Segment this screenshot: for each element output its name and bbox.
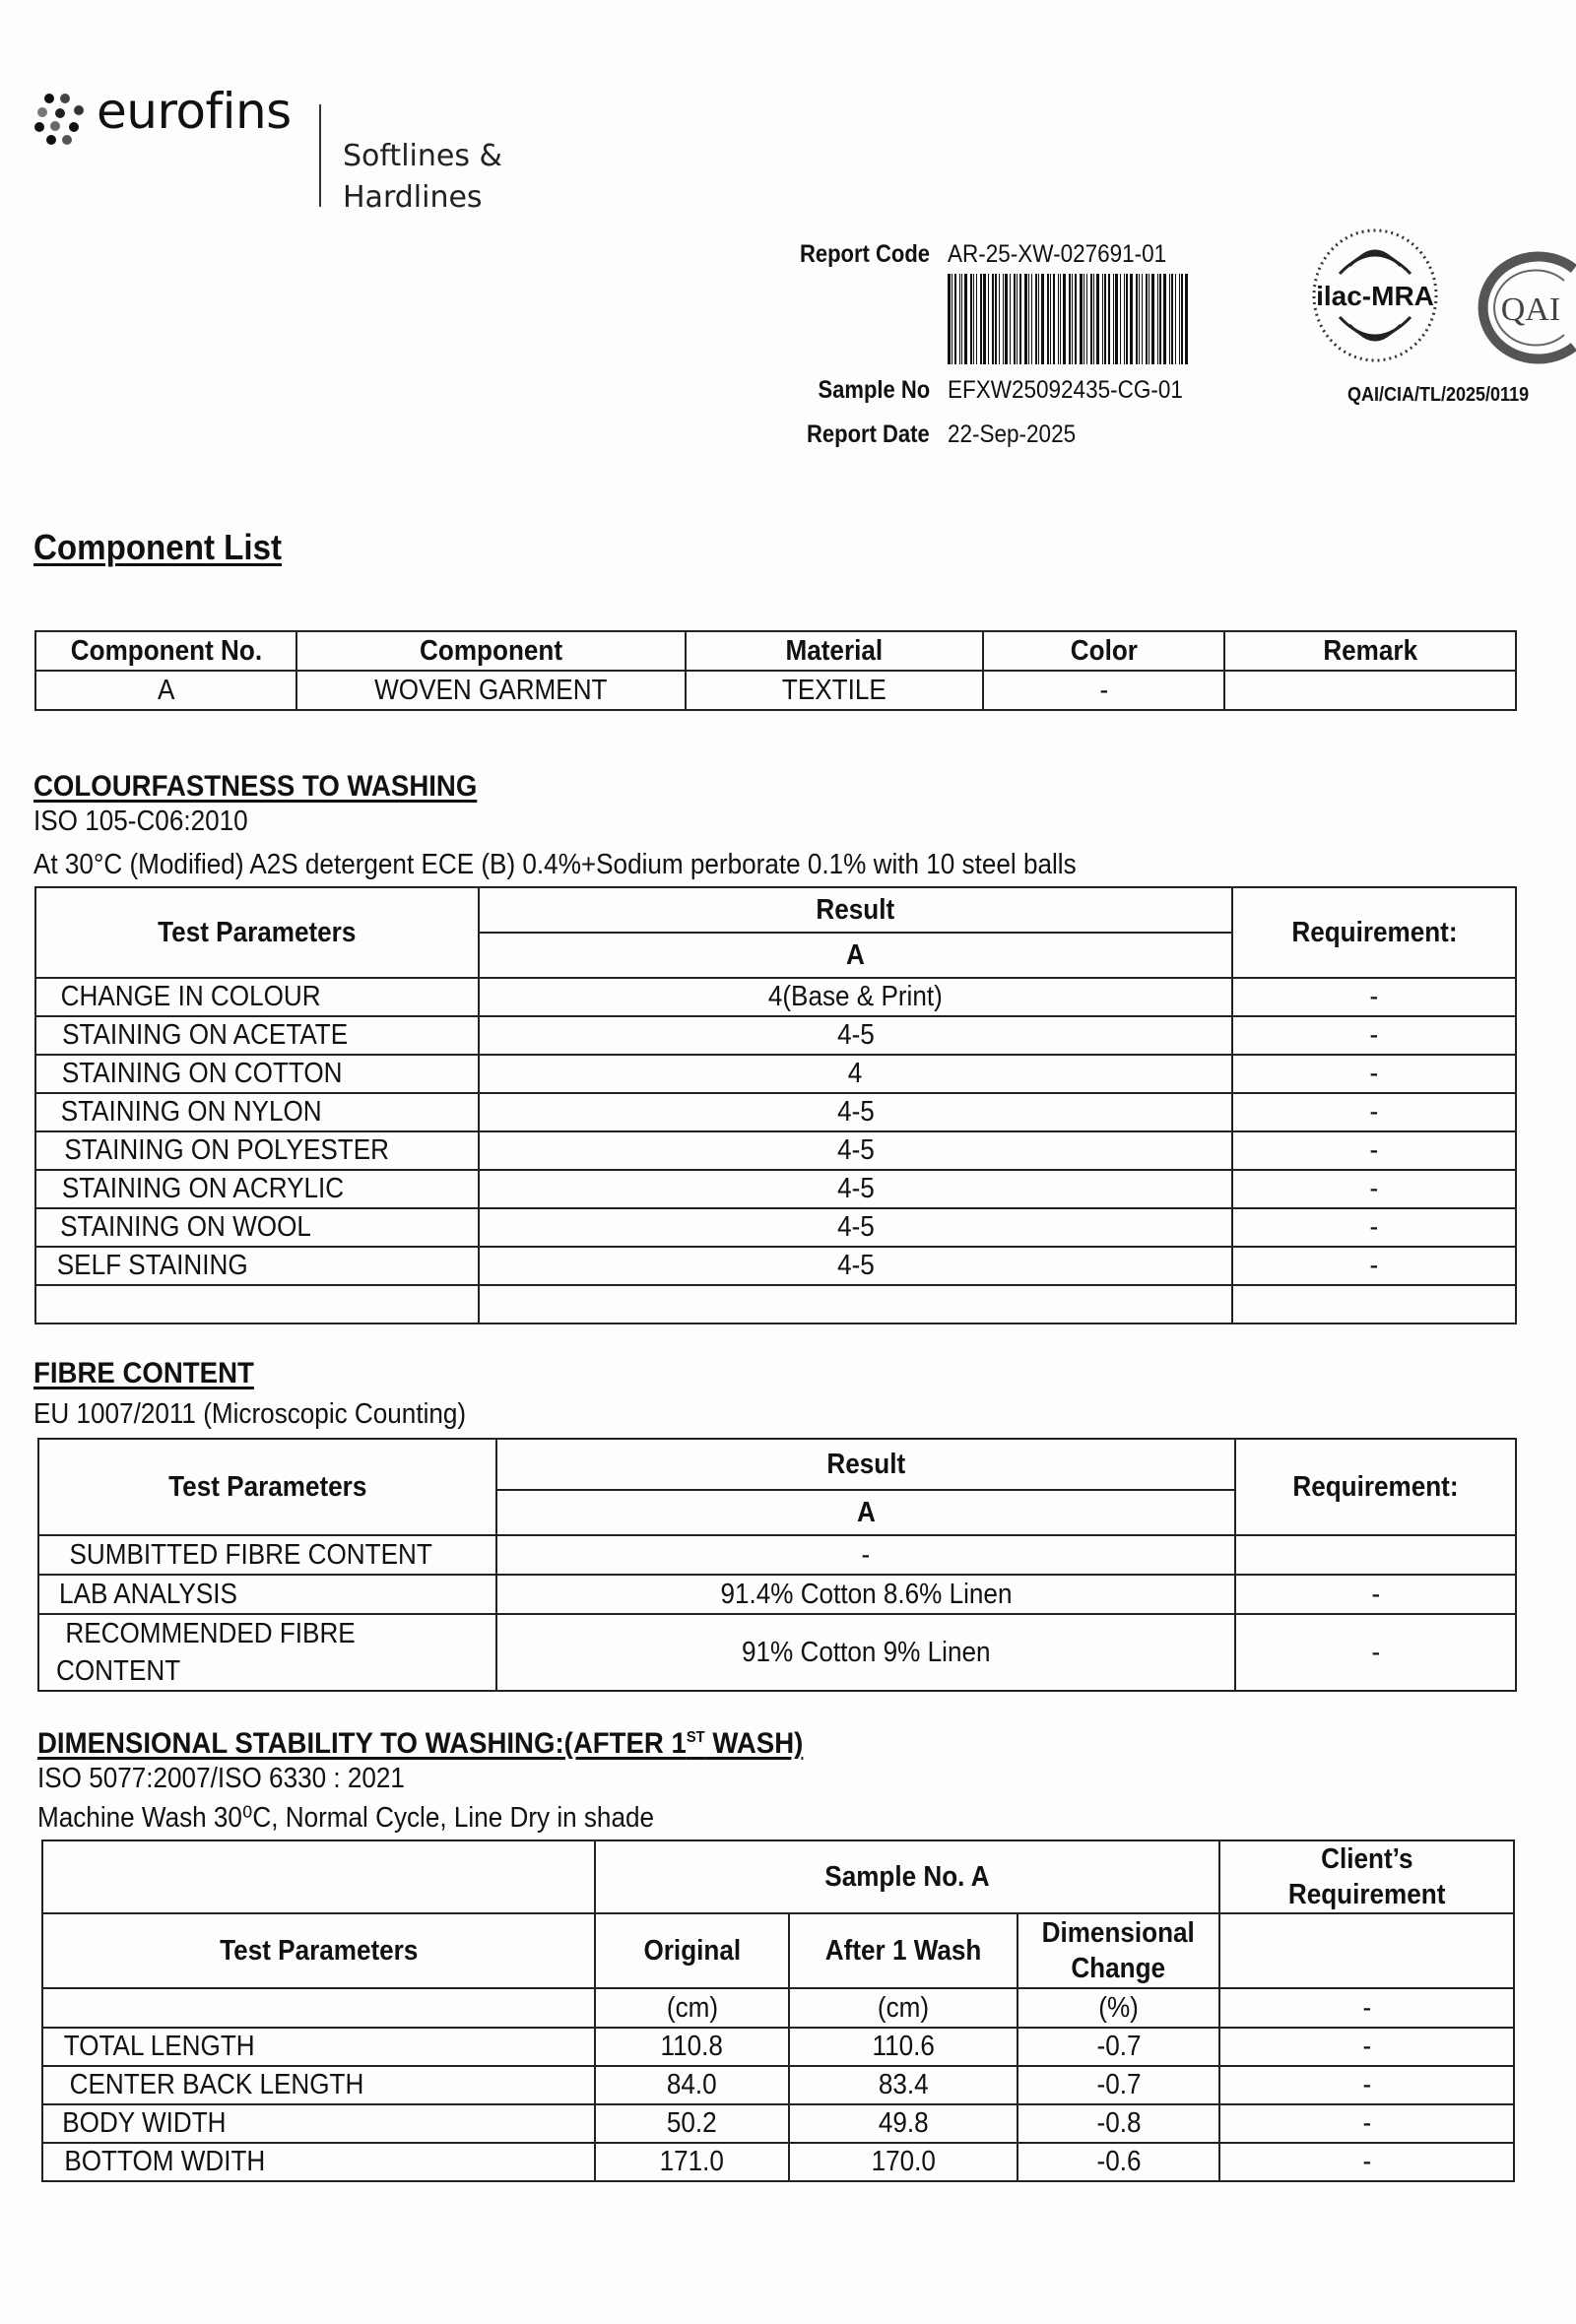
cell-param: STAINING ON ACETATE [35,1016,479,1055]
barcode-bar [1096,274,1099,364]
colourfastness-standard: ISO 105-C06:2010 [33,806,248,837]
cell-dimensional-change: -0.7 [1018,2028,1219,2066]
barcode-bar [1090,274,1092,364]
barcode-bar [1108,274,1110,364]
cell-param: STAINING ON ACRYLIC [35,1170,479,1208]
cell-original: 50.2 [595,2104,789,2143]
division-name [343,136,502,219]
table-row [42,2066,1514,2104]
barcode-bar [1080,274,1083,364]
barcode-bar [1181,274,1183,364]
cell-result: 4-5 [479,1093,1232,1131]
table-row [42,2104,1514,2143]
sample-no-value: EFXW25092435-CG-01 [948,376,1183,404]
cell-dimensional-change: -0.7 [1018,2066,1219,2104]
table-row [35,1285,1516,1323]
cell-after-wash: 110.6 [789,2028,1018,2066]
barcode-icon [948,274,1263,364]
division-line-1: Softlines & [343,139,502,173]
barcode-bar [973,274,974,364]
col-color: Color [983,631,1224,671]
barcode-bar [1072,274,1073,364]
col-dimensional-change: Dimensional Change [1018,1913,1219,1988]
col-requirement: Requirement: [1232,887,1516,978]
col-component-no: Component No. [35,631,296,671]
barcode-bar [959,274,960,364]
table-row [38,1535,1516,1575]
barcode-bar [1179,274,1180,364]
component-table-header [35,631,1516,671]
cell-param: TOTAL LENGTH [42,2028,595,2066]
table-row [35,1055,1516,1093]
barcode-bar [1146,274,1148,364]
cell-blank [42,1988,595,2028]
barcode-bar [1010,274,1011,364]
col-test-parameters: Test Parameters [35,887,479,978]
col-requirement-blank [1219,1913,1514,1988]
division-line-2: Hardlines [343,180,483,215]
barcode-bar [1157,274,1158,364]
barcode-bar [992,274,994,364]
table-row [35,1016,1516,1055]
barcode-bar [1113,274,1114,364]
barcode-bar [1031,274,1032,364]
barcode-bar [1038,274,1039,364]
cell-result: 4(Base & Print) [479,978,1232,1016]
report-date-value: 22-Sep-2025 [948,420,1077,448]
cell-result: 4-5 [479,1247,1232,1285]
cell-original: 171.0 [595,2143,789,2181]
dimensional-stability-standard: ISO 5077:2007/ISO 6330 : 2021 [37,1763,405,1794]
barcode-bar [1185,274,1188,364]
dimensional-stability-conditions: Machine Wash 30⁰C, Normal Cycle, Line Dry in shade [37,1802,654,1834]
table-row [35,671,1516,710]
cell-original: 110.8 [595,2028,789,2066]
barcode-bar [1035,274,1037,364]
barcode-bar [1047,274,1049,364]
barcode-bar [980,274,982,364]
ilac-seal-text: ilac-MRA [1316,281,1434,311]
barcode-bar [1093,274,1094,364]
cell-result: - [496,1535,1235,1575]
barcode-bar [995,274,997,364]
barcode-bar [1028,274,1029,364]
dimensional-stability-table [41,1840,1515,2182]
barcode-bar [1102,274,1103,364]
col-sample-a: A [479,933,1232,978]
colourfastness-table [34,886,1517,1324]
barcode-bar [1159,274,1161,364]
barcode-bar [1151,274,1154,364]
barcode-bar [1175,274,1176,364]
cell-original: 84.0 [595,2066,789,2104]
barcode-bar [1104,274,1106,364]
cell-requirement: - [1219,2143,1514,2181]
cell-param: SUMBITTED FIBRE CONTENT [38,1535,496,1575]
cell-result: 4-5 [479,1208,1232,1247]
barcode-bar [1171,274,1173,364]
barcode-bar [1142,274,1143,364]
barcode-bar [1124,274,1125,364]
barcode-bar [988,274,989,364]
header-divider [319,104,321,207]
barcode-bar [1063,274,1066,364]
col-original: Original [595,1913,789,1988]
report-code-value: AR-25-XW-027691-01 [948,240,1167,268]
table-row [35,1131,1516,1170]
cell-requirement: - [1232,1131,1516,1170]
col-after-wash: After 1 Wash [789,1913,1018,1988]
fibre-content-standard: EU 1007/2011 (Microscopic Counting) [33,1398,467,1430]
cell-dimensional-change: -0.6 [1018,2143,1219,2181]
barcode-bar [983,274,986,364]
brand-name: eurofins [97,83,292,140]
barcode-bar [1014,274,1016,364]
barcode-bar [1086,274,1087,364]
barcode-bar [1130,274,1133,364]
cell-requirement: - [1219,2066,1514,2104]
col-client-requirement: Client’s Requirement [1219,1840,1514,1913]
unit-change: (%) [1018,1988,1219,2028]
barcode-bar [1053,274,1055,364]
table-row [42,2028,1514,2066]
cell-result: 4-5 [479,1016,1232,1055]
barcode-bar [1136,274,1138,364]
col-material: Material [686,631,983,671]
col-result: Result [496,1439,1235,1490]
col-requirement: Requirement: [1235,1439,1516,1535]
report-code-label: Report Code [800,240,930,268]
colourfastness-conditions: At 30°C (Modified) A2S detergent ECE (B) 0.4%+Sodium perborate 0.1% with 10 steel balls [33,849,1077,880]
barcode-bar [1017,274,1018,364]
fibre-content-title: FIBRE CONTENT [33,1357,254,1389]
col-result: Result [479,887,1232,933]
barcode-bar [1003,274,1004,364]
table-row [38,1575,1516,1614]
barcode-bar [999,274,1000,364]
cell-result: 4-5 [479,1170,1232,1208]
cell-requirement: - [1232,978,1516,1016]
barcode-bar [954,274,956,364]
cell-requirement [1235,1535,1516,1575]
dimensional-stability-title: DIMENSIONAL STABILITY TO WASHING:(AFTER 1ST WASH) [37,1727,804,1760]
barcode-bar [1069,274,1071,364]
barcode-bar [1115,274,1118,364]
table-row [42,2143,1514,2181]
col-test-parameters: Test Parameters [38,1439,496,1535]
barcode-bar [976,274,977,364]
cell-param: BODY WIDTH [42,2104,595,2143]
barcode-bar [1169,274,1170,364]
sample-no-label: Sample No [818,376,930,404]
cell-requirement: - [1232,1055,1516,1093]
barcode-bar [1075,274,1077,364]
cell-param: RECOMMENDED FIBRE CONTENT [38,1614,496,1691]
cell-param: STAINING ON WOOL [35,1208,479,1247]
cell-requirement: - [1232,1247,1516,1285]
barcode-bar [961,274,962,364]
cell-param: LAB ANALYSIS [38,1575,496,1614]
barcode-bar [1126,274,1128,364]
barcode-bar [1024,274,1027,364]
table-row [35,1247,1516,1285]
cell-result: 91.4% Cotton 8.6% Linen [496,1575,1235,1614]
barcode-bar [1050,274,1051,364]
unit-after: (cm) [789,1988,1018,2028]
component-list-title: Component List [33,527,283,567]
col-sample-group: Sample No. A [595,1840,1219,1913]
cell-component: WOVEN GARMENT [296,671,686,710]
cell-requirement: - [1235,1614,1516,1691]
barcode-bar [1058,274,1059,364]
cell-requirement: - [1235,1575,1516,1614]
cell-param: CENTER BACK LENGTH [42,2066,595,2104]
barcode-bar [1041,274,1044,364]
cell-remark [1224,671,1516,710]
barcode-bar [1120,274,1121,364]
cell-component-no: A [35,671,296,710]
cell-color: - [983,671,1224,710]
cell-param: CHANGE IN COLOUR [35,978,479,1016]
cell-param: SELF STAINING [35,1247,479,1285]
table-row [35,1170,1516,1208]
table-row [38,1614,1516,1691]
cell-param [35,1285,479,1323]
barcode-bar [948,274,951,364]
cell-requirement: - [1232,1170,1516,1208]
barcode-bar [1019,274,1021,364]
cell-requirement: - [1219,2028,1514,2066]
cell-requirement: - [1232,1093,1516,1131]
barcode-bar [1163,274,1166,364]
cell-param: STAINING ON POLYESTER [35,1131,479,1170]
table-row [35,1208,1516,1247]
unit-requirement: - [1219,1988,1514,2028]
cell-result: 91% Cotton 9% Linen [496,1614,1235,1691]
table-row [35,978,1516,1016]
accreditation-code: QAI/CIA/TL/2025/0119 [1347,384,1530,406]
barcode-bar [1060,274,1061,364]
units-row [42,1988,1514,2028]
col-remark: Remark [1224,631,1516,671]
cell-requirement: - [1232,1016,1516,1055]
barcode-bar [964,274,967,364]
col-component: Component [296,631,686,671]
cell-material: TEXTILE [686,671,983,710]
qai-seal-icon [1456,251,1576,364]
cell-after-wash: 83.4 [789,2066,1018,2104]
cell-after-wash: 170.0 [789,2143,1018,2181]
barcode-bar [970,274,972,364]
cell-param: STAINING ON COTTON [35,1055,479,1093]
fibre-content-table [37,1438,1517,1692]
col-sample-a: A [496,1490,1235,1535]
eurofins-dots-logo-icon [33,91,93,148]
cell-requirement [1232,1285,1516,1323]
cell-result [479,1285,1232,1323]
barcode-bar [1005,274,1008,364]
unit-original: (cm) [595,1988,789,2028]
qai-seal-text: QAI [1500,291,1561,328]
table-row [35,1093,1516,1131]
cell-requirement: - [1232,1208,1516,1247]
component-list-table [34,630,1517,711]
ilac-mra-seal-icon [1310,226,1440,364]
cell-after-wash: 49.8 [789,2104,1018,2143]
cell-param: STAINING ON NYLON [35,1093,479,1131]
header-blank [42,1840,595,1913]
cell-result: 4 [479,1055,1232,1093]
cell-dimensional-change: -0.8 [1018,2104,1219,2143]
cell-result: 4-5 [479,1131,1232,1170]
colourfastness-title: COLOURFASTNESS TO WASHING [33,770,478,803]
cell-param: BOTTOM WDITH [42,2143,595,2181]
report-date-label: Report Date [807,420,930,448]
col-test-parameters: Test Parameters [42,1913,595,1988]
cell-requirement: - [1219,2104,1514,2143]
barcode-bar [1139,274,1140,364]
